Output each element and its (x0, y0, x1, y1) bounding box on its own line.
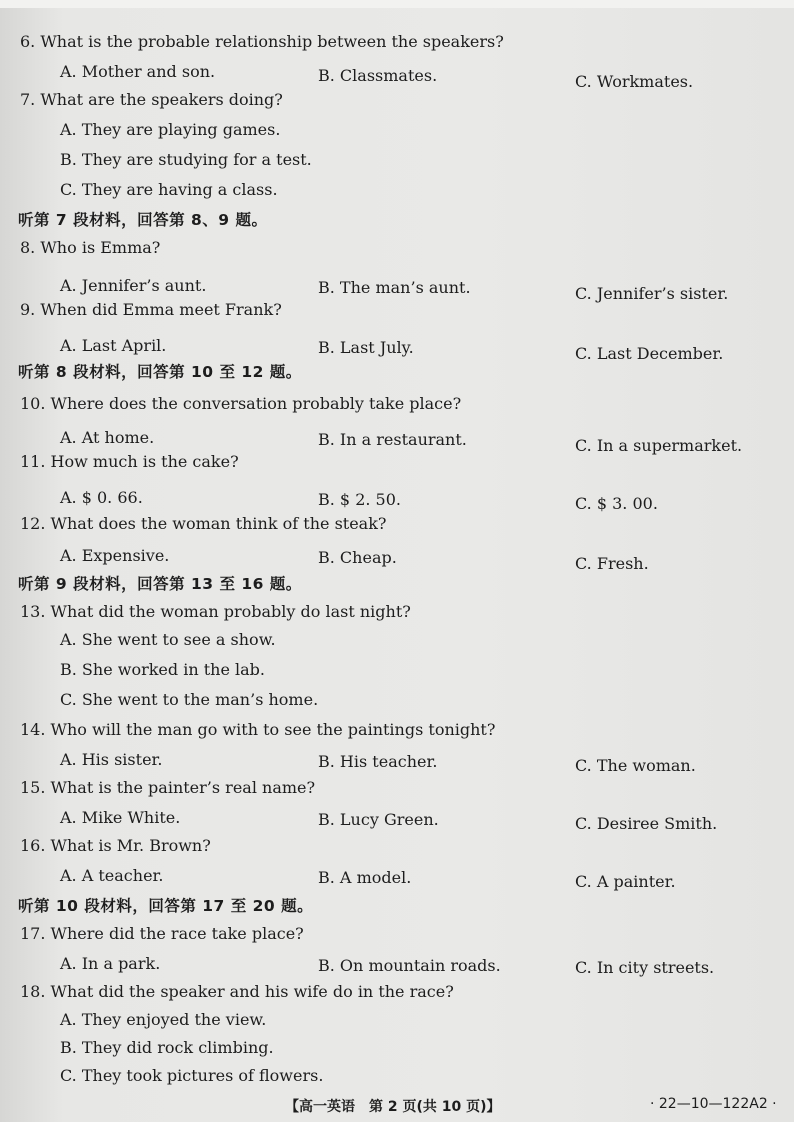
answer-option-b: B. Cheap. (318, 548, 397, 567)
answer-option-c: C. In a supermarket. (575, 436, 743, 455)
answer-option-c: C. Last December. (575, 344, 724, 363)
answer-option-b: B. On mountain roads. (318, 956, 501, 975)
answer-option-a: A. Expensive. (60, 546, 170, 565)
answer-option: C. They took pictures of flowers. (60, 1066, 324, 1085)
answer-option-b: B. $ 2. 50. (318, 490, 401, 509)
question-stem: 6. What is the probable relationship between the speakers? (20, 32, 504, 51)
answer-option-c: C. Workmates. (575, 72, 694, 91)
question-stem: 12. What does the woman think of the steak? (20, 514, 387, 533)
answer-option-a: A. In a park. (60, 954, 161, 973)
question-stem: 11. How much is the cake? (20, 452, 239, 471)
section-instruction: 听第 10 段材料，回答第 17 至 20 题。 (18, 897, 314, 915)
answer-option: B. They did rock climbing. (60, 1038, 274, 1057)
answer-option: B. She worked in the lab. (60, 660, 265, 679)
answer-option: A. She went to see a show. (60, 630, 276, 649)
answer-option: C. They are having a class. (60, 180, 278, 199)
answer-option: A. They are playing games. (60, 120, 281, 139)
answer-option-a: A. Mike White. (60, 808, 181, 827)
answer-option-c: C. Desiree Smith. (575, 814, 718, 833)
answer-option-b: B. Classmates. (318, 66, 438, 85)
answer-option-c: C. A painter. (575, 872, 676, 891)
answer-option: B. They are studying for a test. (60, 150, 312, 169)
answer-option-b: B. Last July. (318, 338, 414, 357)
question-stem: 18. What did the speaker and his wife do in the race? (20, 982, 454, 1001)
question-stem: 8. Who is Emma? (20, 238, 161, 257)
answer-option-a: A. Mother and son. (60, 62, 216, 81)
footer-code: · 22—10—122A2 · (650, 1096, 777, 1112)
section-instruction: 听第 7 段材料，回答第 8、9 题。 (18, 211, 268, 229)
answer-option: C. She went to the man’s home. (60, 690, 319, 709)
answer-option-a: A. $ 0. 66. (60, 488, 143, 507)
answer-option-c: C. $ 3. 00. (575, 494, 658, 513)
answer-option-b: B. Lucy Green. (318, 810, 439, 829)
answer-option-b: B. A model. (318, 868, 412, 887)
section-instruction: 听第 8 段材料，回答第 10 至 12 题。 (18, 363, 302, 381)
answer-option: A. They enjoyed the view. (60, 1010, 267, 1029)
question-stem: 14. Who will the man go with to see the paintings tonight? (20, 720, 496, 739)
answer-option-a: A. A teacher. (60, 866, 164, 885)
answer-option-a: A. His sister. (60, 750, 163, 769)
answer-option-a: A. Jennifer’s aunt. (60, 276, 207, 295)
answer-option-b: B. The man’s aunt. (318, 278, 471, 297)
page-footer (0, 1096, 794, 1116)
page-top-edge (0, 0, 794, 8)
question-stem: 15. What is the painter’s real name? (20, 778, 316, 797)
answer-option-a: A. Last April. (60, 336, 167, 355)
answer-option-a: A. At home. (60, 428, 155, 447)
answer-option-b: B. His teacher. (318, 752, 438, 771)
answer-option-b: B. In a restaurant. (318, 430, 467, 449)
question-stem: 13. What did the woman probably do last night? (20, 602, 411, 621)
question-stem: 7. What are the speakers doing? (20, 90, 283, 109)
answer-option-c: C. Fresh. (575, 554, 649, 573)
question-stem: 17. Where did the race take place? (20, 924, 304, 943)
section-instruction: 听第 9 段材料，回答第 13 至 16 题。 (18, 575, 302, 593)
answer-option-c: C. Jennifer’s sister. (575, 284, 729, 303)
answer-option-c: C. The woman. (575, 756, 696, 775)
footer-page-info: 【高一英语 第 2 页(共 10 页)】 (285, 1099, 501, 1115)
question-stem: 9. When did Emma meet Frank? (20, 300, 282, 319)
question-stem: 16. What is Mr. Brown? (20, 836, 211, 855)
question-stem: 10. Where does the conversation probably take place? (20, 394, 462, 413)
answer-option-c: C. In city streets. (575, 958, 715, 977)
